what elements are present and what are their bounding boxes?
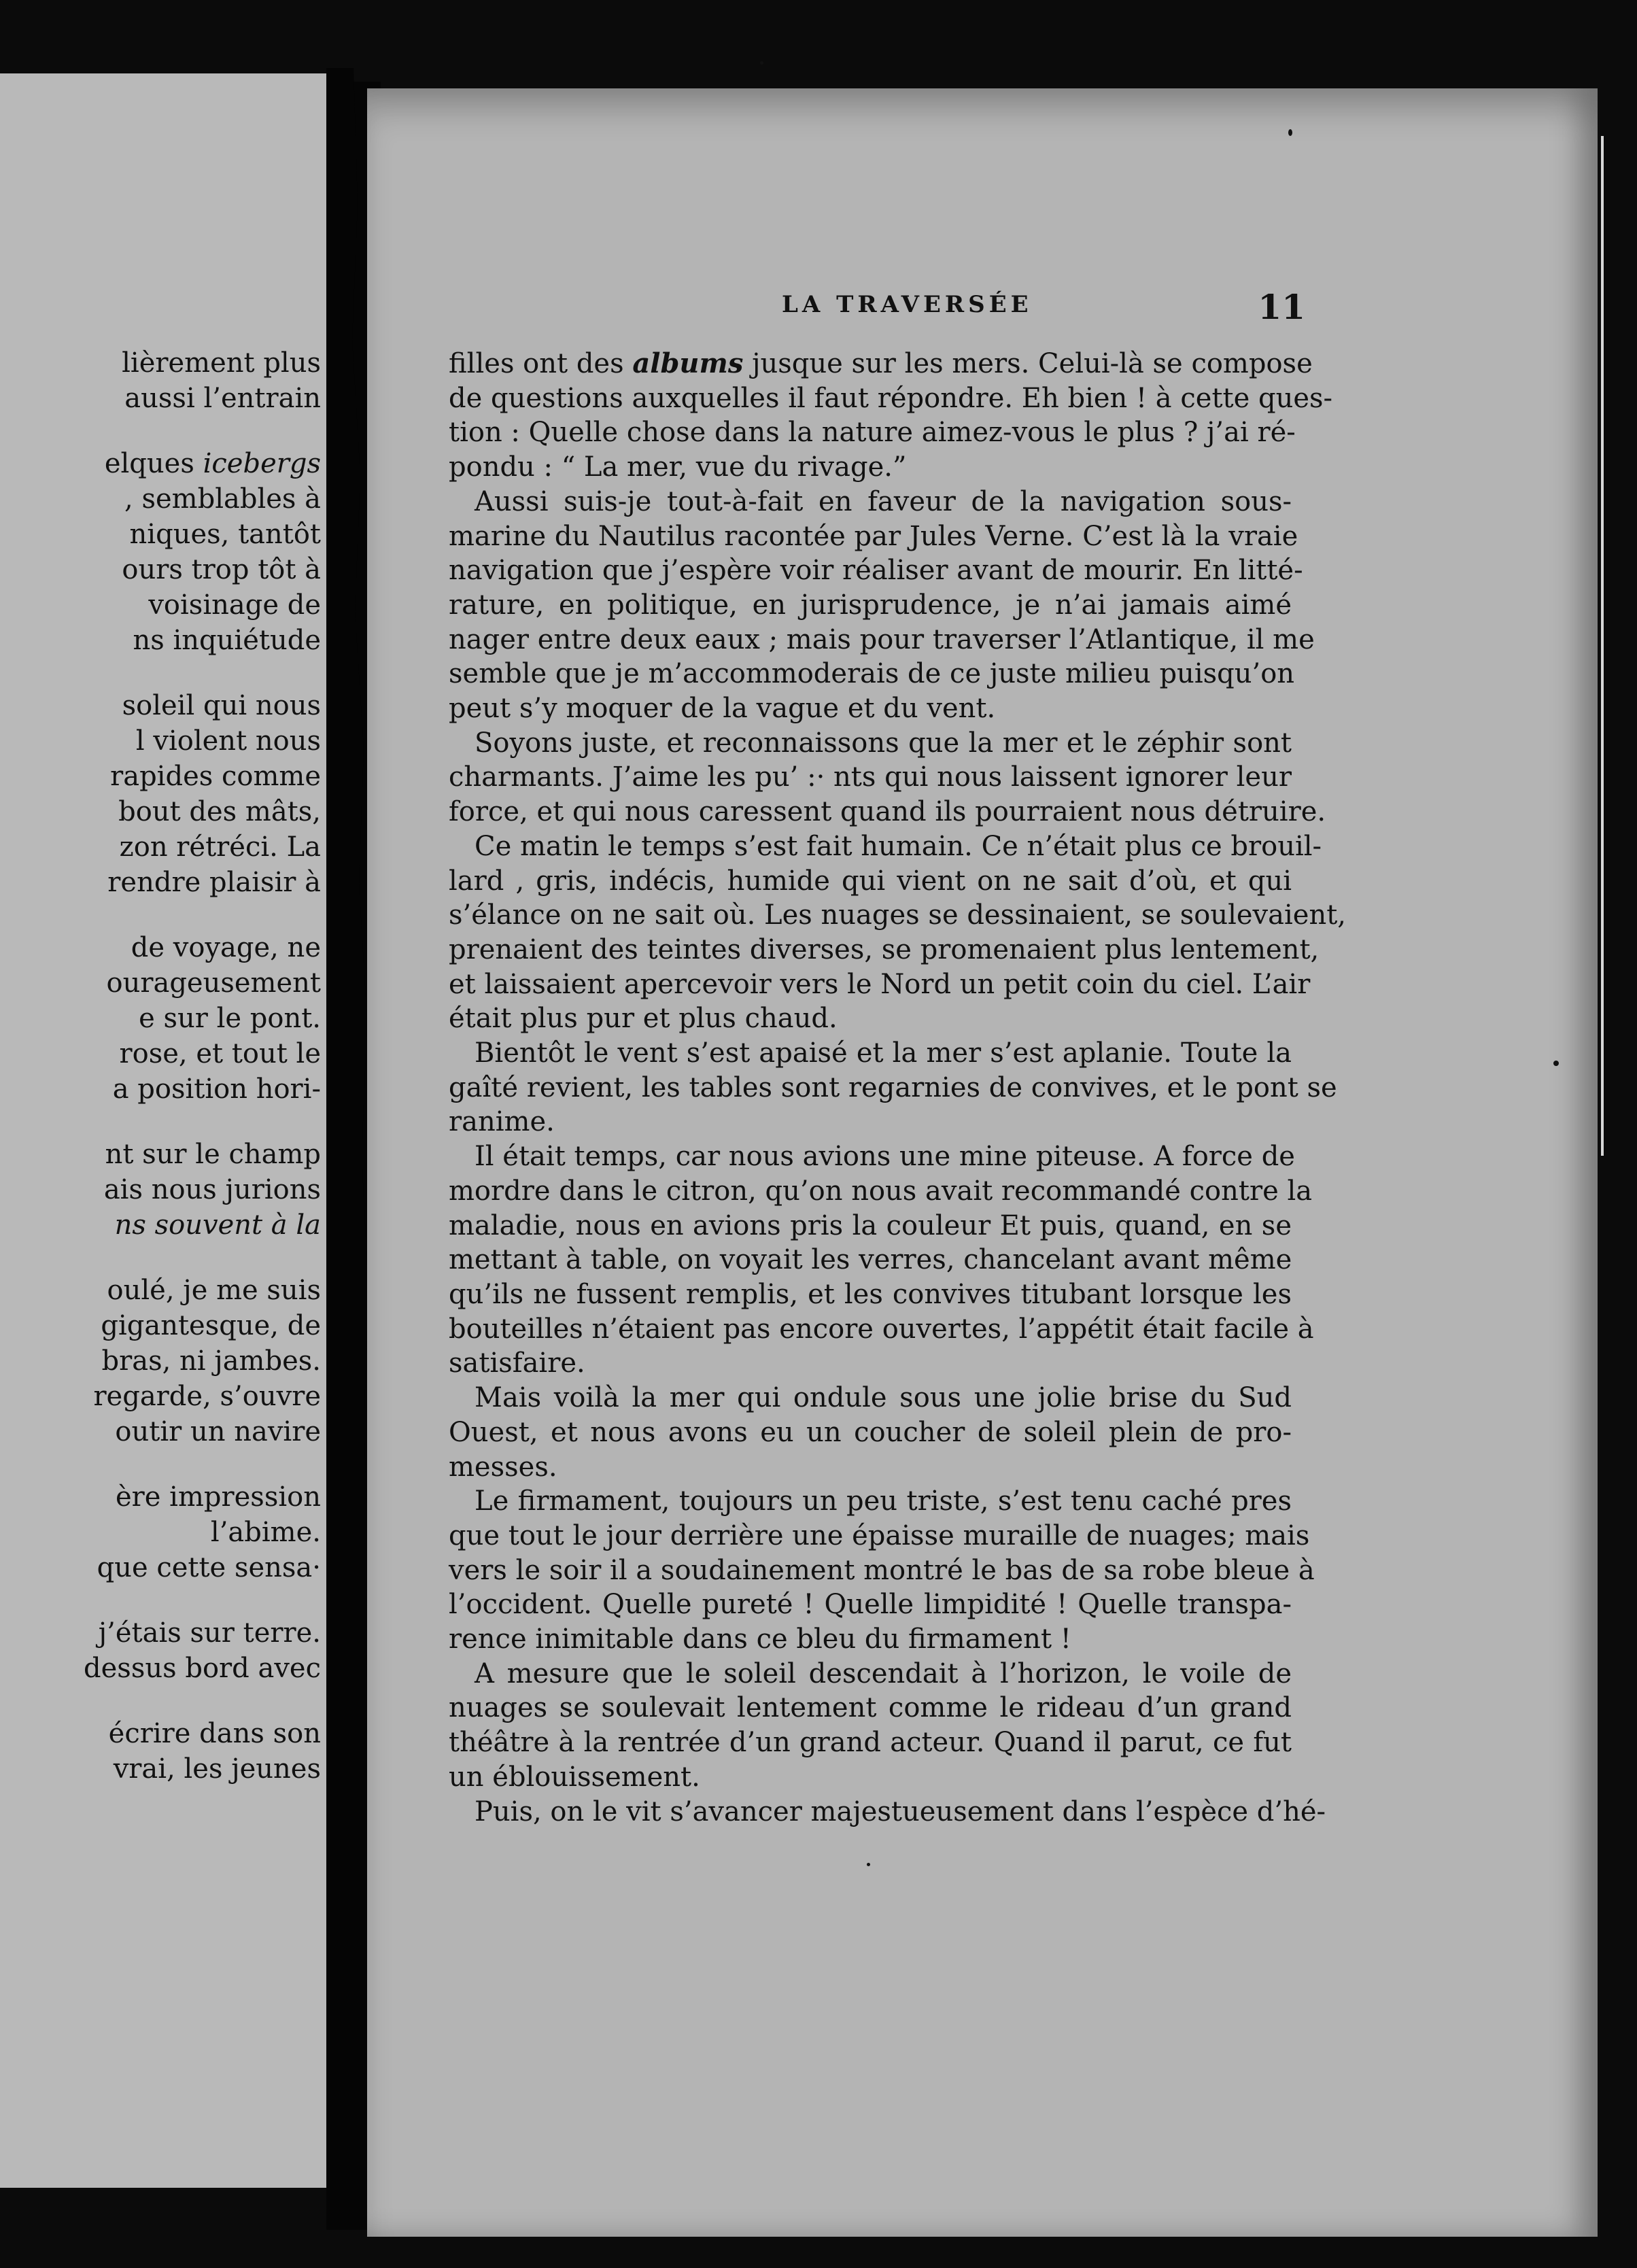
line-gap [0,658,321,688]
facing-page-line: niques, tantôt [129,519,321,550]
paragraph [449,1657,1292,1795]
facing-page-line: ais nous jurions [103,1174,321,1205]
facing-page-line: outir un navire [115,1416,321,1447]
facing-page-line: dessus bord avec [84,1653,321,1684]
facing-page-line: bras, ni jambes. [101,1345,321,1377]
paragraph [449,1036,1337,1139]
facing-page-line: elques icebergs [104,448,321,479]
ink-speck [1288,129,1292,136]
paragraph [449,1484,1315,1657]
paragraph [449,347,1333,485]
facing-page-line: aussi l’entrain [124,383,321,414]
text-line: Soyons juste, et reconnaissons que la mer et le zéphir sont [475,727,1292,759]
facing-page-line: que cette sensa· [97,1552,321,1583]
text-line: navigation que j’espère voir réaliser avant de mourir. En litté- [449,555,1303,587]
paragraph [449,485,1315,726]
facing-page-line: zon rétréci. La [119,831,321,863]
text-line: force, et qui nous caressent quand ils pourraient nous détruire. [449,796,1326,828]
text-line: Mais voilà la mer qui ondule sous une jolie brise du Sud [475,1382,1292,1414]
paragraph [449,1795,1326,1829]
line-gap [0,1243,321,1273]
text-line: Puis, on le vit s’avancer majestueusement dans l’espèce d’hé- [475,1796,1326,1827]
text-line: Bientôt le vent s’est apaisé et la mer s’est aplanie. Toute la [475,1037,1292,1069]
ink-speck [760,61,763,65]
line-gap [0,1686,321,1716]
facing-page-line: gigantesque, de [101,1310,321,1341]
facing-page-line: j’étais sur terre. [98,1617,321,1649]
facing-page-line: vrai, les jeunes [113,1753,321,1785]
text-line: charmants. J’aime les pu’ :· nts qui nous laissent ignorer leur [449,761,1292,793]
text-line: que tout le jour derrière une épaisse muraille de nuages; mais [449,1519,1310,1551]
text-line: satisfaire. [449,1347,585,1379]
text-line: nager entre deux eaux ; mais pour traverser l’Atlantique, il me [449,623,1315,655]
text-line: mettant à table, on voyait les verres, chancelant avant même [449,1244,1292,1276]
facing-page-line: a position hori- [112,1073,321,1105]
text-line: Aussi suis-je tout-à-fait en faveur de la navigation sous- [475,485,1292,517]
text-line: qu’ils ne fussent remplis, et les convives titubant lorsque les [449,1278,1292,1310]
text-line: peut s’y moquer de la vague et du vent. [449,693,996,725]
line-gap [0,1449,321,1479]
text-line: l’occident. Quelle pureté ! Quelle limpidité ! Quelle transpa- [449,1589,1292,1621]
facing-page-text [0,345,321,1787]
text-line: semble que je m’accommoderais de ce juste milieu puisqu’on [449,658,1295,690]
facing-page-fragment [0,73,326,2188]
text-line: rature, en politique, en jurisprudence, je n’ai jamais aimé [449,589,1292,621]
line-gap [0,1107,321,1137]
page-edge-line [1601,136,1604,1156]
facing-page-line: de voyage, ne [131,932,321,963]
text-line: Le firmament, toujours un peu triste, s’est tenu caché pres [475,1485,1292,1517]
text-line: ranime. [449,1106,555,1138]
text-line: messes. [449,1451,557,1483]
text-line: Ouest, et nous avons eu un coucher de soleil plein de pro- [449,1416,1292,1448]
facing-page-line: , semblables à [124,483,321,515]
facing-page-line: lièrement plus [122,347,321,379]
facing-page-line: e sur le pont. [139,1003,321,1034]
text-line: et laissaient apercevoir vers le Nord un petit coin du ciel. L’air [449,968,1311,1000]
paragraph [449,829,1346,1036]
text-line: prenaient des teintes diverses, se promenaient plus lentement, [449,933,1320,965]
running-head: LA TRAVERSÉE [782,291,1033,318]
facing-page-line: écrire dans son [108,1718,321,1749]
facing-page-line: ours trop tôt à [122,554,321,585]
line-gap [0,900,321,930]
page-body-text [449,347,1346,1829]
facing-page-line: ère impression [116,1481,321,1513]
text-line: pondu : “ La mer, vue du rivage.” [449,451,907,483]
facing-page-line: ns inquiétude [133,625,321,656]
line-gap [0,1585,321,1615]
paragraph [449,726,1326,829]
facing-page-line: soleil qui nous [122,690,321,721]
text-line: Il était temps, car nous avions une mine piteuse. A force de [475,1141,1295,1173]
text-line: s’élance on ne sait où. Les nuages se dessinaient, se soulevaient, [449,899,1346,931]
ink-speck [1553,1061,1559,1066]
line-gap [0,416,321,446]
text-line: théâtre à la rentrée d’un grand acteur. Quand il parut, ce fut [449,1727,1292,1759]
page-header [782,287,1305,332]
text-line: nuages se soulevait lentement comme le rideau d’un grand [449,1692,1292,1724]
text-line: gaîté revient, les tables sont regarnies de convives, et le pont se [449,1071,1337,1103]
text-line: filles ont des albums jusque sur les mers. Celui-là se compose [449,347,1313,379]
text-line: mordre dans le citron, qu’on nous avait recommandé contre la [449,1175,1313,1207]
facing-page-line: regarde, s’ouvre [93,1381,321,1412]
text-line: tion : Quelle chose dans la nature aimez-vous le plus ? j’ai ré- [449,417,1296,449]
text-line: maladie, nous en avions pris la couleur Et puis, quand, en se [449,1209,1292,1241]
facing-page-line: l violent nous [135,725,321,757]
facing-page-line: oulé, je me suis [107,1275,321,1306]
paragraph [449,1139,1314,1381]
text-line: Ce matin le temps s’est fait humain. Ce n’était plus ce brouil- [475,830,1322,862]
text-line: rence inimitable dans ce bleu du firmament ! [449,1623,1071,1655]
facing-page-line: rendre plaisir à [107,867,321,898]
facing-page-line: voisinage de [148,589,321,621]
facing-page-line: nt sur le champ [105,1139,321,1170]
page-number: 11 [1258,287,1305,327]
text-line: marine du Nautilus racontée par Jules Verne. C’est là la vraie [449,520,1298,552]
paragraph [449,1381,1292,1484]
facing-page-line: rose, et tout le [119,1038,321,1069]
facing-page-line: bout des mâts, [118,796,321,827]
text-line: A mesure que le soleil descendait à l’horizon, le voile de [475,1657,1292,1689]
text-line: lard , gris, indécis, humide qui vient on ne sait d’où, et qui [449,865,1292,897]
facing-page-line: ns souvent à la [114,1209,321,1241]
facing-page-line: ourageusement [106,967,321,999]
facing-page-line: rapides comme [110,761,321,792]
text-line: vers le soir il a soudainement montré le bas de sa robe bleue à [449,1554,1315,1586]
ink-speck [867,1863,870,1866]
text-line: de questions auxquelles il faut répondre. Eh bien ! à cette ques- [449,382,1333,414]
facing-page-line: l’abime. [210,1517,321,1548]
text-line: bouteilles n’étaient pas encore ouvertes, l’appétit était facile à [449,1313,1314,1345]
text-line: était plus pur et plus chaud. [449,1003,838,1035]
text-line: un éblouissement. [449,1761,700,1793]
